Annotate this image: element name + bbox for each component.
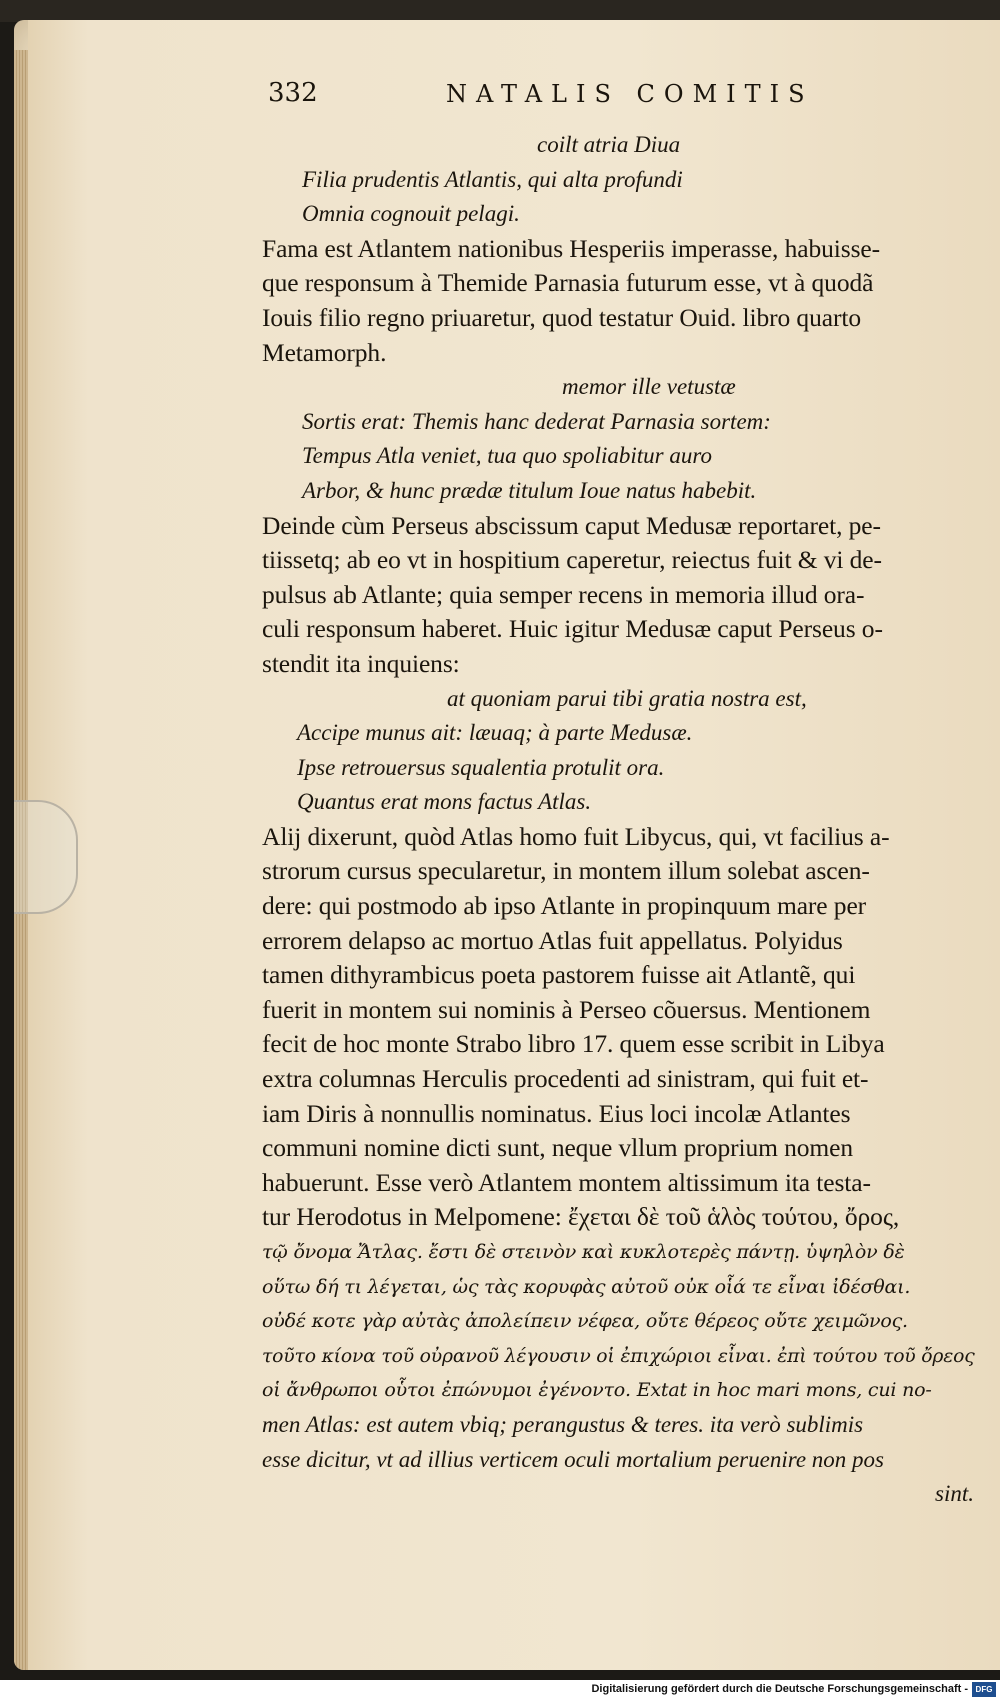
text-line: Fama est Atlantem nationibus Hesperiis imperasse, habuisse- <box>262 233 881 263</box>
text-line: iam Diris à nonnullis nominatus. Eius loci incolæ Atlantes <box>262 1098 851 1128</box>
footer-bar <box>0 1680 1000 1700</box>
verse-line: Ipse retrouersus squalentia protulit ora. <box>297 754 665 780</box>
page-header <box>268 78 940 118</box>
greek-line: οἱ ἄνθρωποι οὗτοι ἐπώνυμοι ἐγένοντο. Extat in hoc mari mons, cui no- <box>262 1379 932 1402</box>
verse-line: esse dicitur, vt ad illius verticem oculi mortalium peruenire non pos <box>262 1446 884 1472</box>
text-line: strorum cursus specularetur, in montem illum solebat ascen- <box>262 856 870 886</box>
verse-line: coilt atria Diua <box>537 132 681 157</box>
page-number: 332 <box>268 78 318 108</box>
verse-line: at quoniam parui tibi gratia nostra est, <box>447 685 807 711</box>
text-block <box>262 128 974 1512</box>
text-line: stendit ita inquiens: <box>262 648 460 678</box>
page-clip <box>14 800 78 914</box>
text-line: Alij dixerunt, quòd Atlas homo fuit Libycus, qui, vt facilius a- <box>262 821 890 851</box>
text-line: errorem delapso ac mortuo Atlas fuit appellatus. Polyidus <box>262 925 843 955</box>
greek-line: οὕτω δή τι λέγεται, ὡς τὰς κορυφὰς αὐτοῦ οὐκ οἷά τε εἶναι ἰδέσθαι. <box>262 1275 911 1298</box>
greek-line: οὐδέ κοτε γὰρ αὐτὰς ἀπολείπειν νέφεα, οὔτε θέρεος οὔτε χειμῶνος. <box>262 1310 908 1333</box>
greek-line: τοῦτο κίονα τοῦ οὐρανοῦ λέγουσιν οἱ ἐπιχώριοι εἶναι. ἐπὶ τούτου τοῦ ὄρεος <box>262 1344 975 1367</box>
text-line: tiissetq; ab eo vt in hospitium caperetur, reiectus fuit & vi de- <box>262 545 882 575</box>
dfg-logo: DFG <box>972 1682 996 1697</box>
verse-line: Sortis erat: Themis hanc dederat Parnasia sortem: <box>302 408 771 434</box>
verse-line: Arbor, & hunc prædæ titulum Ioue natus habebit. <box>302 477 757 503</box>
text-line: extra columnas Herculis procedenti ad sinistram, qui fuit et- <box>262 1064 869 1094</box>
verse-line: Quantus erat mons factus Atlas. <box>297 789 592 815</box>
running-title: NATALIS COMITIS <box>446 80 814 108</box>
text-line: dere: qui postmodo ab ipso Atlante in propinquum mare per <box>262 891 867 921</box>
verse-line: Tempus Atla veniet, tua quo spoliabitur auro <box>302 443 712 469</box>
verse-line: Accipe munus ait: læuaq; à parte Medusæ. <box>297 720 693 746</box>
top-scan-border <box>0 0 1000 22</box>
text-line: fecit de hoc monte Strabo libro 17. quem esse scribit in Libya <box>262 1029 885 1059</box>
text-line: habuerunt. Esse verò Atlantem montem altissimum ita testa- <box>262 1167 871 1197</box>
verse-line: sint. <box>935 1481 974 1507</box>
verse-line: memor ille vetustæ <box>562 374 736 400</box>
verse-line: Omnia cognouit pelagi. <box>302 201 520 227</box>
verse-line: Filia prudentis Atlantis, qui alta profundi <box>302 166 683 192</box>
text-line: culi responsum haberet. Huic igitur Medusæ caput Perseus o- <box>262 614 883 644</box>
verse-line: men Atlas: est autem vbiq; perangustus & teres. ita verò sublimis <box>262 1411 864 1437</box>
footer-credit: Digitalisierung gefördert durch die Deutsche Forschungsgemeinschaft - <box>591 1683 968 1695</box>
text-line: Iouis filio regno priuaretur, quod testatur Ouid. libro quarto <box>262 302 861 332</box>
text-line: que responsum à Themide Parnasia futurum esse, vt à quodã <box>262 268 874 298</box>
text-line: Deinde cùm Perseus abscissum caput Medusæ reportaret, pe- <box>262 510 881 540</box>
text-line: pulsus ab Atlante; quia semper recens in memoria illud ora- <box>262 579 865 609</box>
text-line: communi nomine dicti sunt, neque vllum proprium nomen <box>262 1133 854 1163</box>
text-line: tur Herodotus in Melpomene: ἔχεται δὲ τοῦ ἁλὸς τούτου, ὄρος, <box>262 1202 900 1232</box>
greek-line: τῷ ὄνομα Ἄτλας. ἔστι δὲ στεινὸν καὶ κυκλοτερὲς πάντῃ. ὑψηλὸν δὲ <box>262 1241 905 1263</box>
text-line: fuerit in montem sui nominis à Perseo cõuersus. Mentionem <box>262 994 871 1024</box>
text-line: Metamorph. <box>262 337 387 367</box>
text-line: tamen dithyrambicus poeta pastorem fuisse ait Atlantẽ, qui <box>262 960 856 990</box>
